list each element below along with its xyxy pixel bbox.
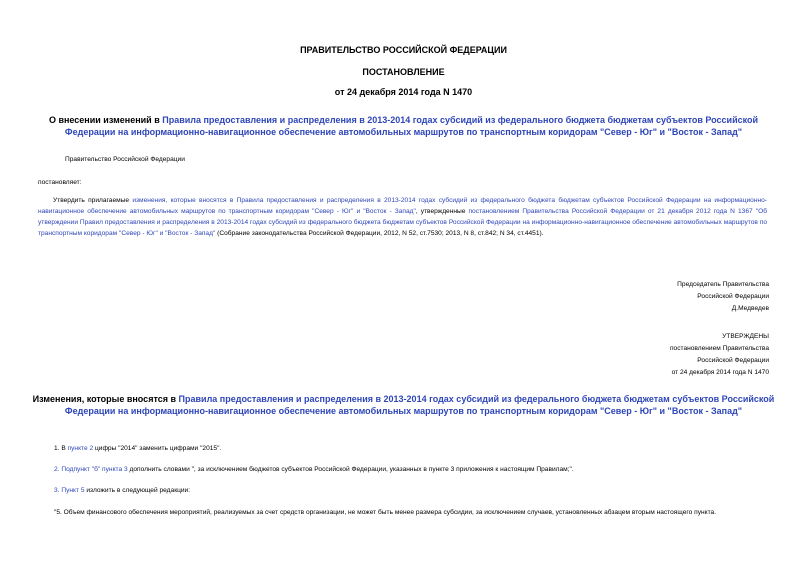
item-2 [54,465,574,476]
body-part2: , утвержденные [415,208,469,215]
approval-line-4: от 24 декабря 2014 года N 1470 [671,369,769,376]
government-heading: ПРАВИТЕЛЬСТВО РОССИЙСКОЙ ФЕДЕРАЦИИ [300,45,507,55]
quoted-paragraph: "5. Объем финансового обеспечения мероприятий, реализуемых за счет средств организации, не может быть менее размера субсидии, за исключением случаев, установленных абзацем вторым настоящего пункта. [54,509,717,516]
item-2-link[interactable]: Подпункт "б" пункта 3 [61,466,128,473]
title-prefix: О внесении изменений в [48,115,163,125]
approval-line-2: постановлением Правительства [669,345,769,352]
item-2-num: 2. [54,466,62,473]
resolves-text: постановляет: [38,179,82,186]
item-1-link[interactable]: пункте 2 [67,445,94,452]
item-3-rest: изложить в следующей редакции: [84,487,191,494]
item-3-num: 3. [54,487,62,494]
item-3-link[interactable]: Пункт 5 [61,487,85,494]
doc-type-heading: ПОСТАНОВЛЕНИЕ [362,67,445,77]
annex-title [30,393,777,417]
document-title [30,114,777,138]
date-heading: от 24 декабря 2014 года N 1470 [334,87,473,97]
item-1 [54,444,221,455]
item-1-rest: цифры "2014" заменить цифрами "2015". [93,445,222,452]
changes-link[interactable]: изменения, которые вносятся в Правила предоставления и распределения в 2013-2014 годах субсидий из федерального бюджета бюджетам субъектов Российской Федерации на информационно-навигационное обеспечение автомобильных маршрутов по транспортным коридорам "Север - Юг" и "Восток - Запад" [38,197,767,215]
body-part1: Утвердить прилагаемые [53,197,133,204]
item-3 [54,486,190,497]
signature-line-1: Председатель Правительства [677,281,769,288]
annex-rules-link[interactable]: Правила предоставления и распределения в 2013-2014 годах субсидий из федерального бюджета бюджетам субъектов Российской Федерации на информационно-навигационное обеспечение автомобильных маршрутов по транспортным коридорам "Север - Юг" и "Восток - Запад" [64,394,775,416]
signature-line-2: Российской Федерации [697,293,769,300]
item-1-num: 1. В [54,445,68,452]
approval-line-1: УТВЕРЖДЕНЫ [722,333,769,340]
rules-link[interactable]: Правила предоставления и распределения в 2013-2014 годах субсидий из федерального бюджета бюджетам субъектов Российской Федерации на информационно-навигационное обеспечение автомобильных маршрутов по транспортным коридорам "Север - Юг" и "Восток - Запад" [64,115,759,137]
signature-block [677,279,769,315]
annex-title-prefix: Изменения, которые вносятся в [32,394,179,404]
item-2-rest: дополнить словами ", за исключением бюджетов субъектов Российской Федерации, указанных в пункте 3 приложения к настоящим Правилам;". [127,466,574,473]
body-paragraph [38,195,767,239]
body-part3: (Собрание законодательства Российской Федерации, 2012, N 52, ст.7530; 2013, N 8, ст.842; N 34, ст.4451). [215,230,544,237]
approval-block [670,331,769,379]
resolution-1367-link[interactable]: постановлением Правительства Российской Федерации от 21 декабря 2012 года N 1367 "Об утверждении Правил предоставления и распределения в 2013-2014 годах субсидий из федерального бюджета бюджетам субъектов Российской Федерации на информационно-навигационное обеспечение автомобильных маршрутов по транспортным коридорам "Север - Юг" и "Восток - Запад" [38,208,767,237]
signature-line-3: Д.Медведев [731,305,769,312]
approval-line-3: Российской Федерации [697,357,769,364]
issuer-text: Правительство Российской Федерации [65,156,185,163]
